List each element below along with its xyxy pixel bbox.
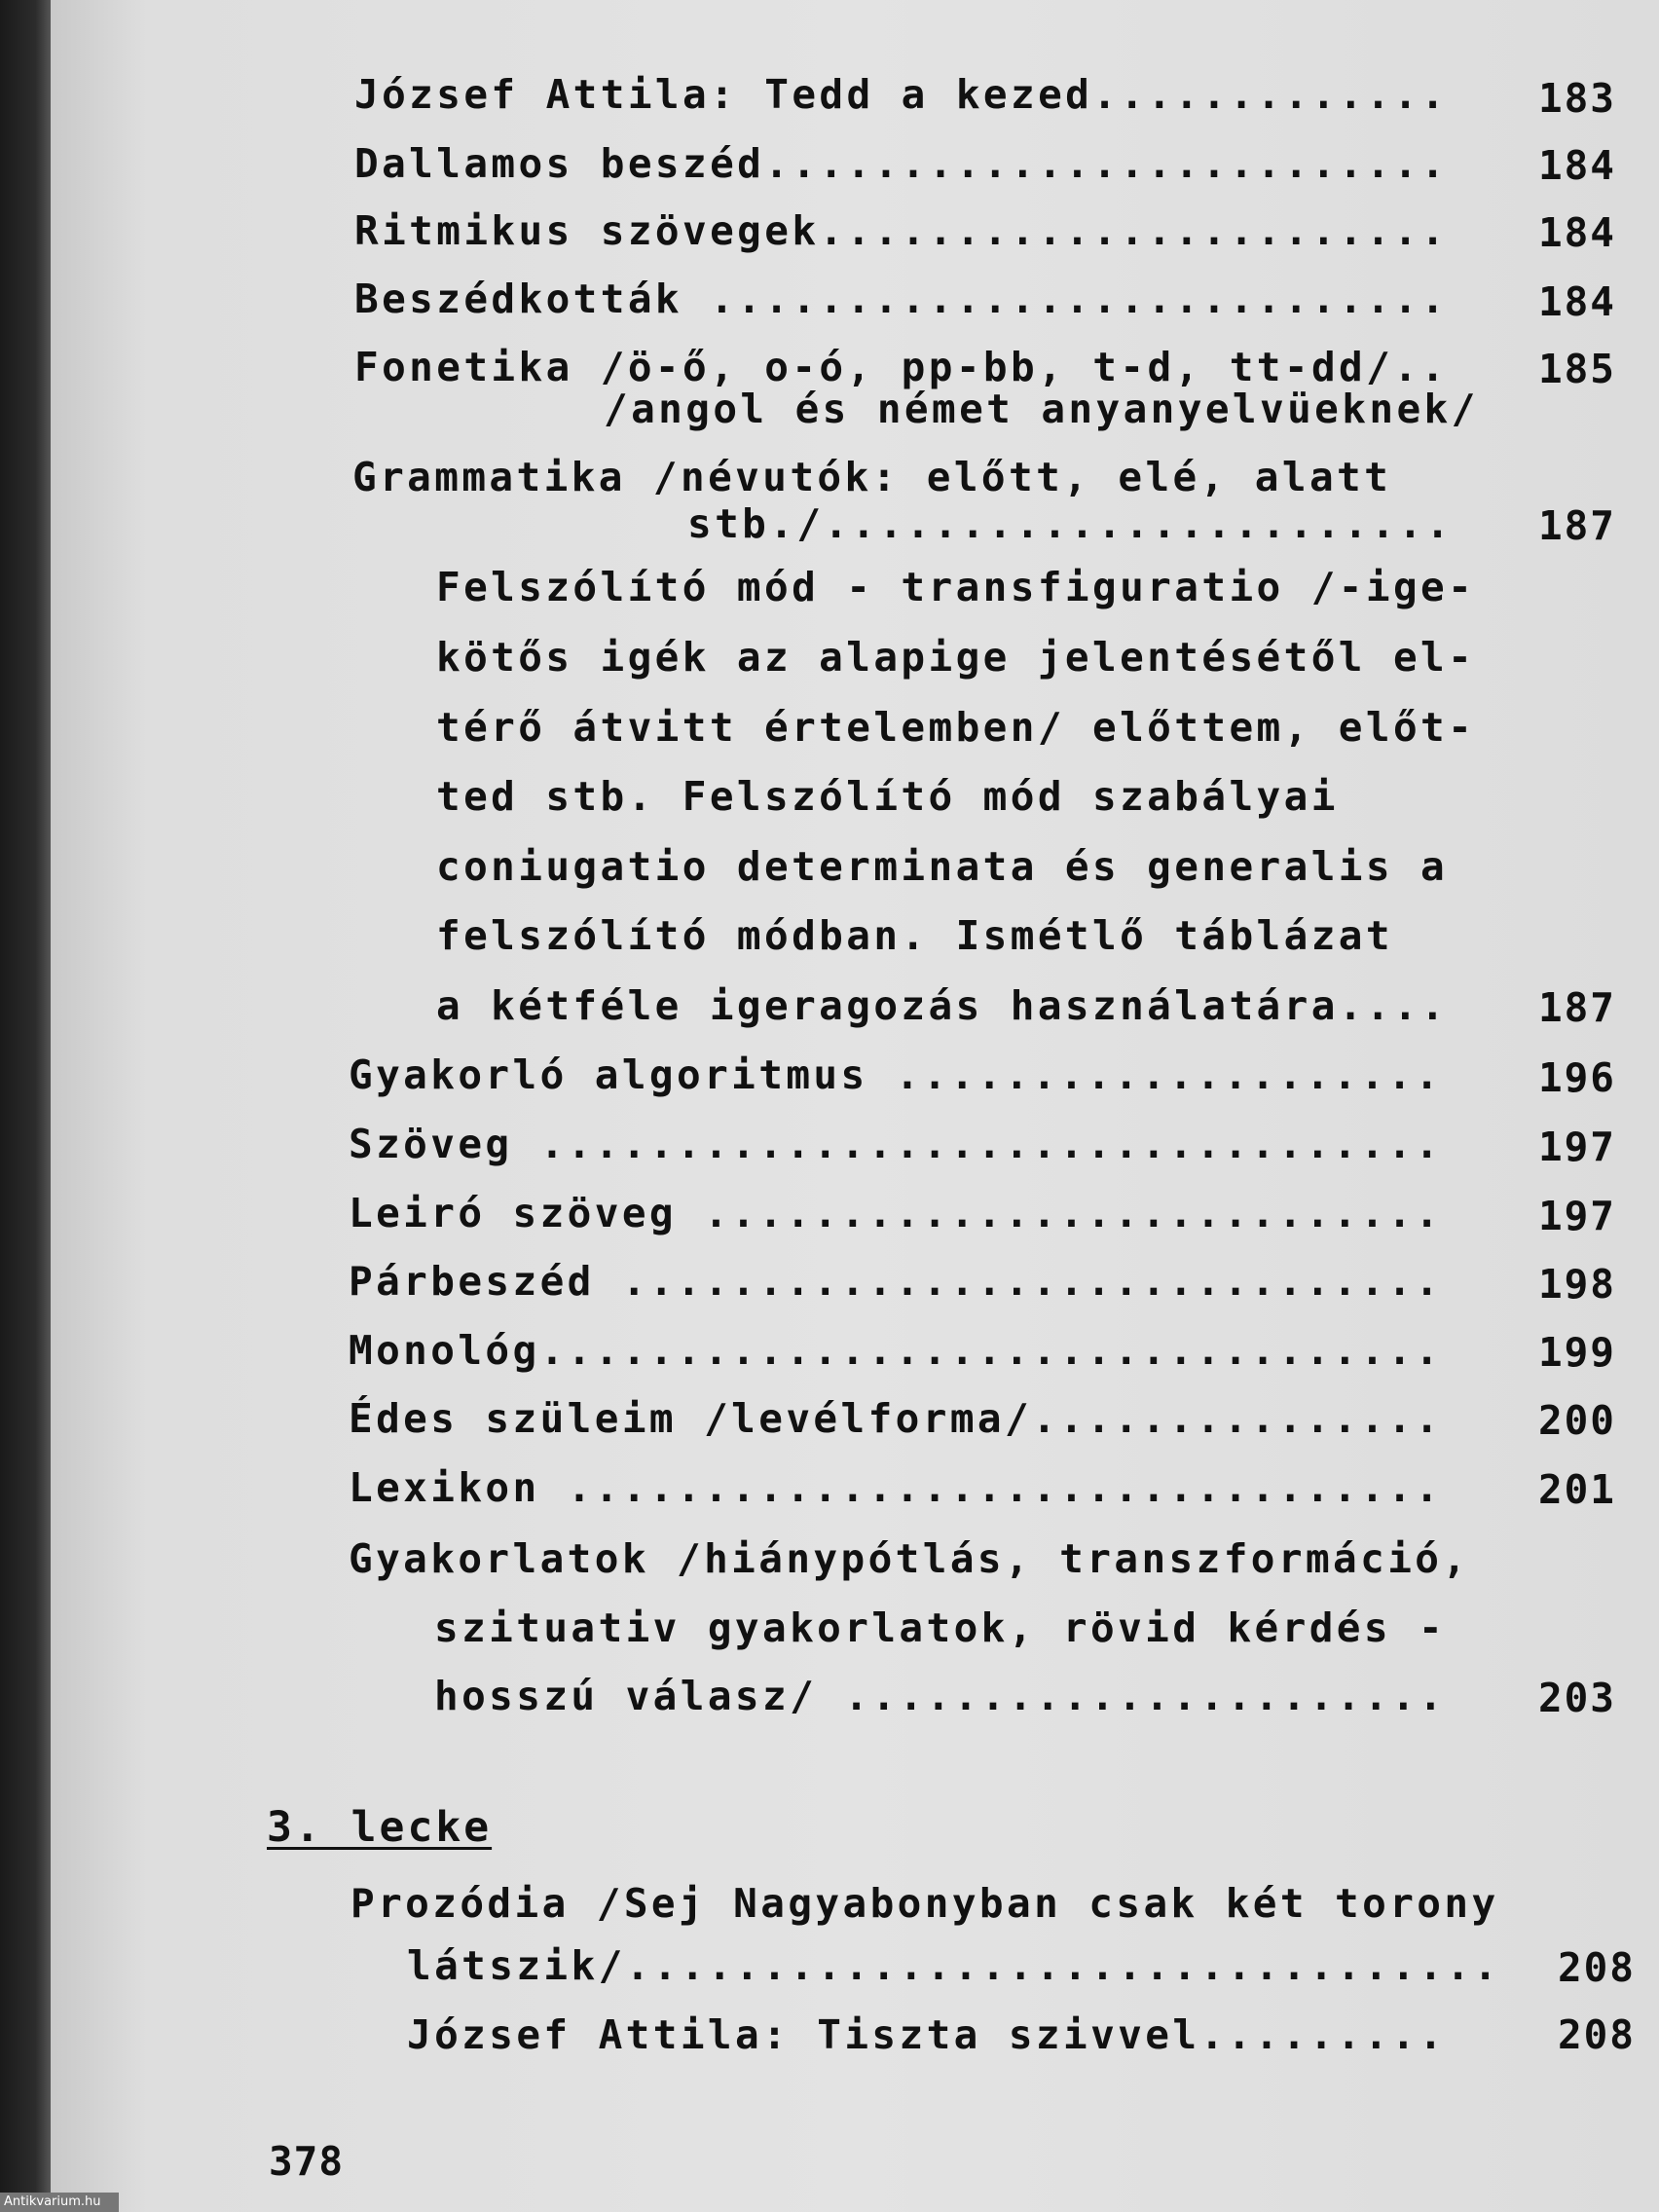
- entry-title: Monológ.................................: [349, 1327, 1443, 1374]
- entry-page: 203: [1537, 1675, 1616, 1721]
- entry-page: 184: [1537, 278, 1616, 325]
- entry-page: 184: [1537, 209, 1616, 256]
- section-heading: 3. lecke: [267, 1803, 493, 1852]
- entry-page: 200: [1537, 1397, 1616, 1444]
- entry-page: 184: [1537, 142, 1616, 189]
- entry-page: 208: [1557, 2011, 1636, 2058]
- entry-title: Ritmikus szövegek.......................: [354, 207, 1449, 254]
- entry-page: 197: [1537, 1193, 1616, 1239]
- entry-title: József Attila: Tiszta szivvel.........: [407, 2011, 1447, 2058]
- entry-title-continuation: szituativ gyakorlatok, rövid kérdés -: [434, 1604, 1447, 1651]
- entry-title: Gyakorlatok /hiánypótlás, transzformáció,: [349, 1535, 1470, 1582]
- entry-title-continuation: ted stb. Felszólító mód szabályai: [436, 773, 1339, 820]
- entry-page: 187: [1537, 984, 1616, 1031]
- entry-title-continuation: hosszú válasz/ ......................: [434, 1673, 1447, 1719]
- entry-title-continuation: a kétféle igeragozás használatára....: [436, 982, 1449, 1029]
- entry-title: Grammatika /névutók: előtt, elé, alatt: [352, 454, 1392, 500]
- entry-page: 187: [1537, 502, 1616, 549]
- entry-page: 199: [1537, 1329, 1616, 1376]
- entry-title-continuation: felszólító módban. Ismétlő táblázat: [436, 912, 1393, 959]
- entry-title-continuation: coniugatio determinata és generalis a: [436, 843, 1449, 890]
- entry-title-continuation: /angol és német anyanyelvüeknek/: [604, 386, 1479, 432]
- entry-page: 198: [1537, 1261, 1616, 1308]
- entry-page: 197: [1537, 1124, 1616, 1170]
- entry-title-continuation: stb./.......................: [687, 500, 1454, 547]
- entry-title-continuation: kötős igék az alapige jelentésétől el-: [436, 634, 1476, 681]
- entry-page: 185: [1537, 346, 1616, 392]
- entry-title-continuation: látszik/................................: [407, 1942, 1501, 1989]
- entry-page: 201: [1537, 1466, 1616, 1513]
- entry-title: Dallamos beszéd.........................: [354, 140, 1449, 187]
- entry-title: Beszédkották ...........................: [354, 276, 1449, 322]
- entry-title: József Attila: Tedd a kezed.............: [354, 71, 1449, 118]
- entry-page: 208: [1557, 1944, 1636, 1991]
- watermark: Antikvarium.hu: [0, 2193, 119, 2212]
- entry-title-continuation: térő átvitt értelemben/ előttem, előt-: [436, 704, 1476, 751]
- entry-page: 183: [1537, 75, 1616, 122]
- entry-title: Leiró szöveg ...........................: [349, 1190, 1443, 1236]
- entry-title: Párbeszéd ..............................: [349, 1258, 1443, 1305]
- entry-title: Édes szüleim /levélforma/...............: [349, 1395, 1443, 1442]
- entry-title: Lexikon ................................: [349, 1464, 1443, 1511]
- page-number: 378: [269, 2138, 345, 2185]
- entry-title: Felszólító mód - transfiguratio /-ige-: [436, 564, 1476, 610]
- entry-title: Szöveg .................................: [349, 1121, 1443, 1167]
- entry-title: Prozódia /Sej Nagyabonyban csak két torony: [350, 1880, 1499, 1927]
- entry-page: 196: [1537, 1054, 1616, 1101]
- entry-title: Fonetika /ö-ő, o-ó, pp-bb, t-d, tt-dd/..: [354, 344, 1449, 390]
- entry-title: Gyakorló algoritmus ....................: [349, 1051, 1443, 1098]
